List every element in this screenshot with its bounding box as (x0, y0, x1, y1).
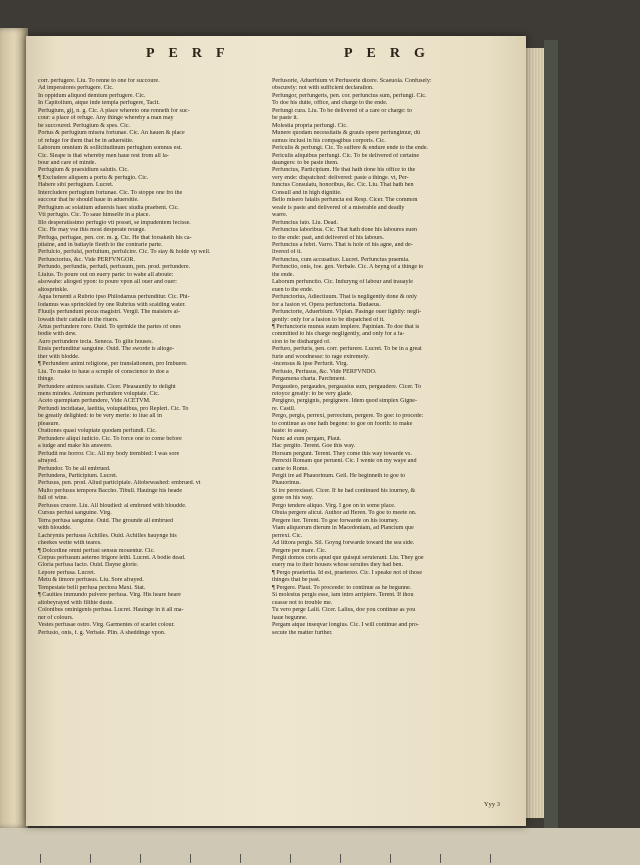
entry-line: ceasse not to trouble me. (272, 599, 333, 606)
entry-line: Perfusio, Perfusus, &c. Vide PERFVNDO. (272, 368, 377, 375)
entry-line: thinge. (38, 376, 55, 383)
entry-line: Perfusorie, Aduerbium vt Perfusorie dicere. Scaeuola. Confusely: (272, 78, 432, 84)
entry-line: secute the matter further. (272, 629, 333, 636)
entry-line: alsowahe: altoged ypon: to poure vpon all ouer and ouer: (38, 279, 177, 286)
entry-line: ¶ Excludere aliquem a portu & perfugio. Cic. (38, 174, 149, 181)
entry-line: ¶ Pergo praeterita. Id est, praetereo. Cic. I speake not of those (272, 569, 423, 576)
entry-line: Perfundere animos sauitate. Cicer. Pleasauntly to delight (38, 383, 176, 390)
entry-line: Perfungor, perfungeris, pen. cor. perfunctus sum, perfungi. Cic. (272, 92, 427, 99)
entry-line: thinges that be past. (272, 577, 321, 584)
entry-line: livered of it. (272, 249, 302, 256)
entry-line: Perfunctorius, Adiectiuum. That is negligently done & only (272, 294, 417, 301)
entry-line: Ad littora pergis. Sil. Goyng forwarde toward the sea side. (272, 540, 415, 547)
entry-line: the ende. (272, 271, 294, 278)
entry-line: euery ma to their houses whose seruites they had ben. (272, 562, 403, 569)
entry-line: Pergigno, pergignis, pergignere. Idem quod simplex Gigne- (272, 398, 418, 405)
entry-line: Horsum pergunt. Terent. They come this way towarde vs. (272, 450, 412, 457)
entry-line: Nunc ad eum pergam, Plaut. (272, 435, 342, 442)
entry-line: Perfugium, gij, n. g. Cic. A place whereto one renneth for suc- (38, 107, 190, 114)
entry-line: bour and care of minde. (38, 159, 97, 166)
entry-line: To doe his dutie, office, and charge to the ende. (272, 100, 388, 107)
entry-line: ¶ Cauities immundo pulvere perfusa. Virg. His heare heare (38, 592, 181, 599)
entry-line: In Capitolium, atque inde templa perfugere, Tacit. (38, 100, 160, 107)
entry-line: Perfugium ac solatium aduersis haec studia praebent. Cic. (38, 204, 179, 211)
entry-line: Auro perfundere tecta. Seneca. To gilte houses. (38, 338, 154, 345)
entry-line: Fluuijs perfundunt pecus magistri. Vergil. The maisters al- (38, 309, 180, 316)
entry-line: Aceto quempiam perfundere, Vide ACETVM. (38, 398, 151, 405)
entry-line: Pergere per mare. Cic. (272, 547, 327, 554)
entry-line: Cursus perfusi sanguine. Virg. (38, 510, 112, 517)
entry-line: Perfusus cruore. Liu. All bloudied: al embrued with bloudde. (38, 502, 187, 509)
left-page-edge (0, 28, 28, 828)
entry-line: succour that he should haue in aduersitie. (38, 197, 139, 204)
entry-line: gone on his way. (272, 495, 313, 502)
entry-line: Pergit ire ad Phauorinum. Gell. He beginneth to goe to (272, 473, 406, 480)
ruler-strip (0, 828, 640, 865)
entry-line: of refuge for them that be in aduersitie. (38, 137, 134, 144)
entry-line: Pergit domos coris apud que quisqui seruierant. Liu. They goe (272, 555, 424, 561)
entry-line: Phauorinus. (272, 480, 301, 487)
entry-line: Terra perfusa sanguine. Ouid. The grounde all embrued (38, 517, 173, 524)
entry-line: obscurely: not with sufficient declaration. (272, 85, 374, 92)
entry-line: pleasure. (38, 420, 60, 427)
entry-line: Tu vero perge Lalii. Cicer. Lalius, doe you continue as you (272, 607, 416, 614)
entry-line: haste: to assay. (272, 428, 309, 435)
entry-line: reioyce greatly: to be very glade. (272, 391, 353, 398)
entry-line: Perfunctus, Participium. He that hath done his office to the (272, 167, 416, 174)
entry-line: for a fasion vt. Opera perfunctoria. Budaeus. (272, 301, 381, 308)
entry-line: ¶ Perfundere animi religione, per translationem, pro Imbuere. (38, 361, 188, 368)
entry-line: ¶ Pergere. Plaut. To proceede: to continue as he begunne. (272, 584, 412, 591)
entry-line: Si ire perrexisset. Cicer. If he had continued his iourney, & (272, 487, 416, 494)
entry-line: Vestes perfusae ostro. Virg. Garmentes of scarlet colour. (38, 622, 175, 629)
entry-line: re. Castll. (272, 405, 296, 412)
entry-line: cheekes wette with teares. (38, 540, 102, 547)
entry-line: Habere sibi perfugium. Lucret. (38, 182, 114, 189)
entry-line: ¶ Dolcedine omni perfusi sensus mouentur. Cic. (38, 547, 155, 554)
entry-line: Laborum omnium & sollicitudinum perfugium somnus est. (38, 145, 183, 152)
entry-line: Liuius. To poure out on euery parte: to wahe all aboute: (38, 271, 174, 278)
entry-line: Cic. He may vse this most desperate reuege. (38, 227, 146, 234)
entry-line: to continue as one hath begone: to goe on foorth: to make (272, 420, 413, 427)
entry-line: Periculis aliquibus perfungi. Cic. To be delivered of certaine (272, 152, 420, 159)
entry-line: perrexi. Cic. (272, 532, 303, 539)
entry-line: Perfulcio, perfulsi, perfultum, perfulcire. Cic. To stay & holde vp well. (38, 249, 211, 256)
entry-line: Perfunctorius, &c. Vide PERFVNGOR. (38, 256, 136, 263)
entry-line: Illo desperatissimo perfugio vti posset, se impudentem fecisse. (38, 219, 191, 226)
entry-line: Perfundo, perfundis, perfudi, perfusum, pen. prod. perfundere. (38, 264, 191, 271)
entry-line: Pergamena charta. Parchment. (272, 376, 346, 383)
entry-line: came to Rome. (272, 465, 309, 472)
entry-line: Perfudit me horror. Cic. All my body trembled: I was sore (38, 450, 180, 457)
entry-line: Portus & perfugium misera fortunae. Cic. An hauen & place (38, 130, 185, 137)
entry-line: -incensus & ipse Perfurit. Virg. (272, 361, 348, 368)
entry-line: Ad imperatores perfugere. Cic. (38, 85, 114, 92)
entry-line: Pergaudeo, pergaudes, pergausius sum, pergaudere. Cicer. To (272, 383, 422, 390)
entry-line: Pergere iter. Terent. To goe forwarde on his iourney. (272, 517, 399, 524)
entry-line: warre. (272, 212, 288, 219)
entry-line: Perfusio, onis, f. g. Verbale. Plin. A sheddinge vpon. (38, 629, 166, 636)
entry-line: pitaine, and in battayle fleeth to the contrarie parte. (38, 241, 163, 248)
entry-line: committed to his charge negligently, and only for a fa- (272, 331, 405, 338)
entry-line: ner of colours. (38, 614, 74, 621)
entry-line: altosprinkle. (38, 286, 69, 293)
entry-line: altobeyrayed with filthie duste. (38, 599, 114, 606)
entry-line: be paste it. (272, 115, 299, 122)
entry-line: Hac pergito. Terent. Goe this way. (272, 443, 356, 450)
entry-line: Lepore perfusa. Lucret. (38, 569, 96, 576)
running-head-left: PERF (146, 46, 239, 61)
entry-line: to the ende: past, and delivered of his labours. (272, 234, 385, 241)
right-column (272, 78, 492, 637)
entry-line: Lachrymis perfusus Achilles. Ouid. Achilles hauynge his (38, 532, 177, 539)
entry-line: Laborum perfunctio. Cic. Induryng of labour and trauayle (272, 279, 413, 286)
entry-line: lodamus was sprinckled by one Rubrius with scalding water. (38, 301, 186, 308)
entry-line: be greatly delighted: to be very merie: to liue all in (38, 413, 162, 420)
signature-mark: Yyy 3 (483, 801, 500, 808)
entry-line: weale is paste and delivered of a miserable and deadly (272, 204, 405, 211)
entry-line: Perfunctus fato. Liu. Dead. (272, 219, 338, 226)
entry-line: Multo perfusus tempora Baccho. Tibull. Hauinge his heade (38, 487, 183, 494)
entry-line: euen to the ende. (272, 286, 314, 293)
entry-line: Perfuro, perfuris, pen. corr. perfurere. Lucret. To be in a great (272, 346, 422, 353)
entry-line: Perfusus, pen. prod. Aliud participiale. Altobewashed: embrued. vt (38, 480, 201, 487)
entry-line: Bello misero fatalis perfuncta est Resp. Cicer. The common (272, 197, 418, 204)
entry-line: Perfunctio, onis, foe. gen. Verbale. Cic. A beyng of a thinge to (272, 264, 424, 271)
entry-line: Perfundi incidiatae, laetitia, voluptatibus, pro Repleri. Cic. To (38, 405, 189, 412)
entry-line: Consull and in high dignitie. (272, 189, 342, 196)
entry-line: full of wine. (38, 495, 68, 502)
entry-line: Artus perfundere rore. Ouid. To sprinkle the partes of ones (38, 323, 181, 330)
running-head-right: PERG (344, 46, 439, 61)
entry-line: Munere quodam necessitatis & grauis opere perfungimur, dū (272, 130, 420, 137)
entry-line: Perfunctus laboribus. Cic. That hath done his laboures euen (272, 227, 418, 234)
entry-line: cour: a place of refuge. Any thinge whereby a man may (38, 115, 174, 122)
entry-line: Perfundere aliqui iudicio. Cic. To force one to come before (38, 435, 182, 442)
entry-line: Liu. To make to haue a scruple of conscience to doe a (38, 368, 169, 375)
left-column (38, 78, 258, 637)
entry-line: Pergo tendere aliquo. Virg. I goe on to some place. (272, 502, 396, 509)
entry-line: ther with blodde. (38, 353, 80, 360)
entry-line: Pergo, pergis, perrexi, perrectum, pergere. To goe: to procede: (272, 413, 424, 420)
entry-line: Gloria perfusa facto. Ouid. Dayne glorie. (38, 562, 139, 569)
entry-line: furie and woodnesse: to rage extremely. (272, 353, 370, 360)
page-edges (524, 48, 544, 818)
entry-line: functus Consulatu, honoribus, &c. Cic. Liu. That hath ben (272, 182, 414, 189)
entry-line: Metu & timore perfusus. Liu. Sore afrayed. (38, 577, 144, 584)
entry-line: bodie with dew. (38, 331, 77, 338)
entry-line: Perfunctus, cum accusatiuo. Lucret. Perfunctus praemia. (272, 256, 410, 263)
entry-line: sion to be distharged of. (272, 338, 331, 345)
entry-line: Vti perfugio. Cic. To saue himselfe in a place. (38, 212, 150, 219)
entry-line: Perrexit Romam que perueni. Cic. I wente on my waye and (272, 458, 417, 465)
entry-line: a iudge and make his answere. (38, 443, 113, 450)
entry-line: In oppidum aliquod demium perfugere. Cic. (38, 92, 146, 99)
book-cover-board (544, 40, 558, 830)
entry-line: Perfunctus a febri. Varro. That is hole of his agne, and de- (272, 241, 413, 248)
entry-line: with bloudde. (38, 525, 72, 532)
entry-line: Aqua feruenti a Rubrio ipso Philodamus perfunditur. Cic. Phi- (38, 294, 190, 301)
entry-line: be succoured. Perfugium & spes. Cic. (38, 122, 131, 129)
entry-line: Orationes quasi voluptate quodam perfundi. Cic. (38, 428, 157, 435)
entry-line: corr. perfugere. Liu. To renne to one for succoure. (38, 78, 160, 84)
entry-line: haue begunne. (272, 614, 308, 621)
entry-line: Obuia pergere alicui. Author ad Heren. To goe to meete on. (272, 510, 417, 517)
entry-line: mens mindes. Animum perfundere voluptate. Cic. (38, 391, 160, 398)
entry-line: Perfungi cura. Liu. To be delivered of a care or charge: to (272, 107, 412, 114)
entry-line: Pergam atque inseqvar longius. Cic. I will continue and pro- (272, 622, 419, 629)
entry-line: Perfuga, perfugae, pen. cor. m. g. Cic. He that forsaketh his ca- (38, 234, 192, 241)
entry-line: Ensis perfunditur sanguine. Ouid. The sworde is altoge- (38, 346, 175, 353)
entry-line: daungers: to be paste them. (272, 159, 339, 166)
entry-line: Tempestate belli perfusa pectora Maxi. Stat. (38, 584, 146, 591)
entry-line: ¶ Perfunctorie munus suum implere. Papinian. To doe that is (272, 323, 420, 330)
entry-line: very ende: dispatched: delivered: paste a thinge. vt, Per- (272, 174, 409, 181)
dictionary-page (26, 36, 526, 826)
entry-line: sumus inclusi in his compagibus corporis. Cic. (272, 137, 386, 144)
entry-line: Corpus perfusum aeterno frigore lethi. Lucret. A bodie dead. (38, 555, 186, 561)
entry-line: Cic. Sleape is that whereby men haue rest from all la- (38, 152, 169, 159)
entry-line: Perfundens, Participium. Lucret. (38, 473, 118, 480)
entry-line: lowath their cattaile in the riuers. (38, 316, 119, 323)
entry-line: Si molestus pergis esse, iam intro arripiere. Terent. If thou (272, 592, 414, 599)
entry-line: gently: only for a fasion to be dispatched of it. (272, 316, 385, 323)
entry-line: Colonibus ominigenis perfusa. Lucret. Hauinge in it all ma- (38, 607, 184, 614)
entry-line: Perfunctorie, Aduerbium. Vlpian. Pasinge ouer lightly: negli- (272, 309, 422, 316)
entry-line: Viam aliquorum dierum in Macedoniam, ad Plancium que (272, 525, 414, 532)
entry-line: afrayed. (38, 458, 58, 465)
entry-line: Periculis & perfungi. Cic. To suffere & endure ende to the ende. (272, 145, 429, 152)
entry-line: Intercludere perfugium fortunae. Cic. To stoppe one fro the (38, 189, 183, 196)
entry-line: Molestia propria perfungi. Cic. (272, 122, 348, 129)
entry-line: Perfugium & praesidium salutis. Cic. (38, 167, 129, 174)
entry-line: Perfundor. To be all embrued. (38, 465, 111, 472)
